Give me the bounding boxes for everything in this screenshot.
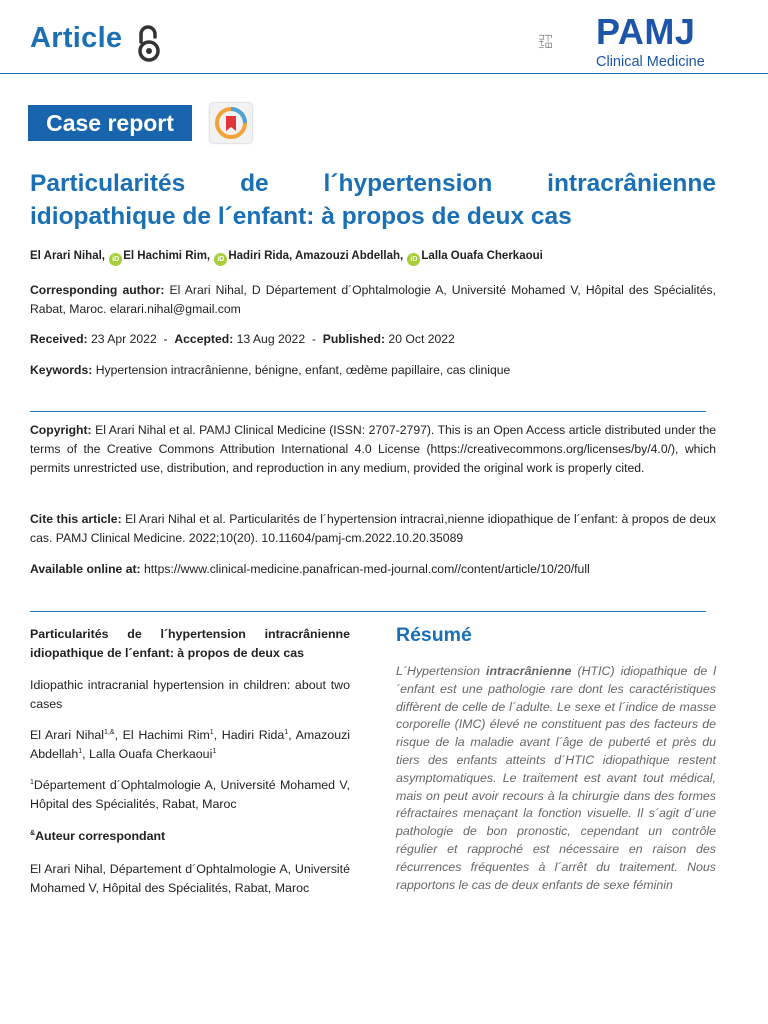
publication-dates <box>30 330 716 349</box>
cite-label: Cite this article: <box>30 512 122 526</box>
author-3: Hadiri Rida, Amazouzi Abdellah, <box>228 250 404 262</box>
author-separator: , <box>213 728 222 742</box>
crossmark-icon[interactable] <box>210 103 252 143</box>
resume-heading: Résumé <box>396 624 472 646</box>
accepted-date: 13 Aug 2022 <box>236 332 306 346</box>
copyright-notice <box>30 421 716 478</box>
accepted-label: Accepted: <box>174 332 234 346</box>
title-line-2: idiopathique de l´enfant: à propos de deux cas <box>30 203 572 230</box>
keywords-text: Hypertension intracrânienne, bénigne, enfant, œdème papillaire, cas clinique <box>95 363 511 377</box>
published-label: Published: <box>322 332 386 346</box>
author-affiliation-list <box>30 726 350 764</box>
orcid-icon[interactable]: iD <box>407 253 420 266</box>
author-name: Amazouzi Abdellah <box>30 728 351 761</box>
keywords <box>30 361 716 380</box>
author-4: Lalla Ouafa Cherkaoui <box>421 250 543 262</box>
author-2: El Hachimi Rim, <box>123 250 211 262</box>
orcid-icon[interactable]: iD <box>214 253 227 266</box>
date-separator: - <box>163 332 168 346</box>
french-title: Particularités de l´hypertension intracrânienne idiopathique de l´enfant: à propos de deux cas <box>30 627 350 660</box>
orcid-icon[interactable]: iD <box>109 253 122 266</box>
article-label: Article <box>30 22 123 54</box>
date-separator: - <box>311 332 316 346</box>
citation <box>30 510 716 548</box>
header-divider <box>0 73 768 74</box>
copyright-label: Copyright: <box>30 423 92 437</box>
available-online <box>30 560 716 579</box>
corr-sup: & <box>30 829 36 837</box>
author-name: Hadiri Rida <box>221 728 285 742</box>
received-date: 23 Apr 2022 <box>90 332 157 346</box>
resume-text-rest: (HTIC) idiopathique de l´enfant est une pathologie rare dont les caractéristiques diffèrent de celle de l´adulte. Le sexe et l´indice de masse corporelle (IMC) élevé ne constituent pas des facteurs de risque de la maladie avant l´âge de puberté et près du tiers des enfants atteints d´HTIC idiopathique restent asymptomatiques. Le traitement est avant tout médical, mais on peut avoir recours à la chirurgie dans des formes réfractaires menaçant la fonction visuelle. Il s´agit d´une pathologie de bon pronostic, cependant un contrôle régulier et rapproché est nécessaire en raison des récurrences fréquentes à l´arrêt du traitement. Nous rapportons le cas de deux enfants de sexe féminin <box>396 664 717 892</box>
resume-bold-term: intracrânienne <box>486 664 572 678</box>
author-sup: 1 <box>284 728 289 736</box>
author-separator: , <box>82 747 90 761</box>
author-name: El Arari Nihal <box>30 728 105 742</box>
author-sup: 1,& <box>104 728 115 736</box>
author-separator: , <box>288 728 296 742</box>
corresponding-author-heading <box>30 827 350 846</box>
author-sup: 1 <box>78 747 83 755</box>
section-divider <box>30 411 706 412</box>
corr-label: Auteur correspondant <box>35 829 166 843</box>
author-name: Lalla Ouafa Cherkaoui <box>89 747 213 761</box>
online-url[interactable]: https://www.clinical-medicine.panafrican-med-journal.com//content/article/10/20/full <box>144 562 590 576</box>
received-label: Received: <box>30 332 88 346</box>
author-sup: 1 <box>212 747 217 755</box>
title-line-1: Particularités de l´hypertension intracrânienne <box>30 170 716 197</box>
affiliation <box>30 776 350 814</box>
pamj-logo-icon <box>538 14 594 70</box>
author-list <box>30 250 543 266</box>
author-1: El Arari Nihal, <box>30 250 105 262</box>
corresponding-author <box>30 281 716 319</box>
section-divider <box>30 611 706 612</box>
journal-subtitle: Clinical Medicine <box>596 54 705 70</box>
open-access-icon <box>136 24 162 64</box>
corresponding-author-details: El Arari Nihal, Département d´Ophtalmologie A, Université Mohamed V, Hôpital des Spécialités, Rabat, Maroc <box>30 862 350 895</box>
resume-text-start: L´Hypertension <box>396 664 487 678</box>
journal-name: PAMJ <box>596 11 696 52</box>
corresponding-label: Corresponding author: <box>30 283 165 297</box>
keywords-label: Keywords: <box>30 363 93 377</box>
author-name: El Hachimi Rim <box>122 728 210 742</box>
english-title: Idiopathic intracranial hypertension in children: about two cases <box>30 678 350 711</box>
resume-text <box>396 663 716 894</box>
affiliation-sup: 1 <box>30 778 34 786</box>
author-separator: , <box>114 728 123 742</box>
author-sup: 1 <box>209 728 214 736</box>
cite-text: El Arari Nihal et al. Particularités de l´hypertension intracraì,nienne idiopathique de l´enfant: à propos de deux cas. PAMJ Clinical Medicine. 2022;10(20). 10.11604/pamj-cm.2022.10.20.35089 <box>30 512 716 545</box>
copyright-text: El Arari Nihal et al. PAMJ Clinical Medicine (ISSN: 2707-2797). This is an Open Access article distributed under the terms of the Creative Commons Attribution International 4.0 License (https://creativecommons.org/licenses/by/4.0/), which permits unrestricted use, distribution, and reproduction in any medium, provided the original work is properly cited. <box>30 423 716 475</box>
corresponding-text: El Arari Nihal, D Département d´Ophtalmologie A, Université Mohamed V, Hôpital des Spécialités, Rabat, Maroc. elarari.nihal@gmail.com <box>30 283 716 316</box>
affiliation-text: Département d´Ophtalmologie A, Université Mohamed V, Hôpital des Spécialités, Rabat, Maroc <box>30 778 350 811</box>
online-label: Available online at: <box>30 562 141 576</box>
published-date: 20 Oct 2022 <box>388 332 455 346</box>
case-report-badge: Case report <box>28 105 192 141</box>
article-title <box>30 167 716 233</box>
